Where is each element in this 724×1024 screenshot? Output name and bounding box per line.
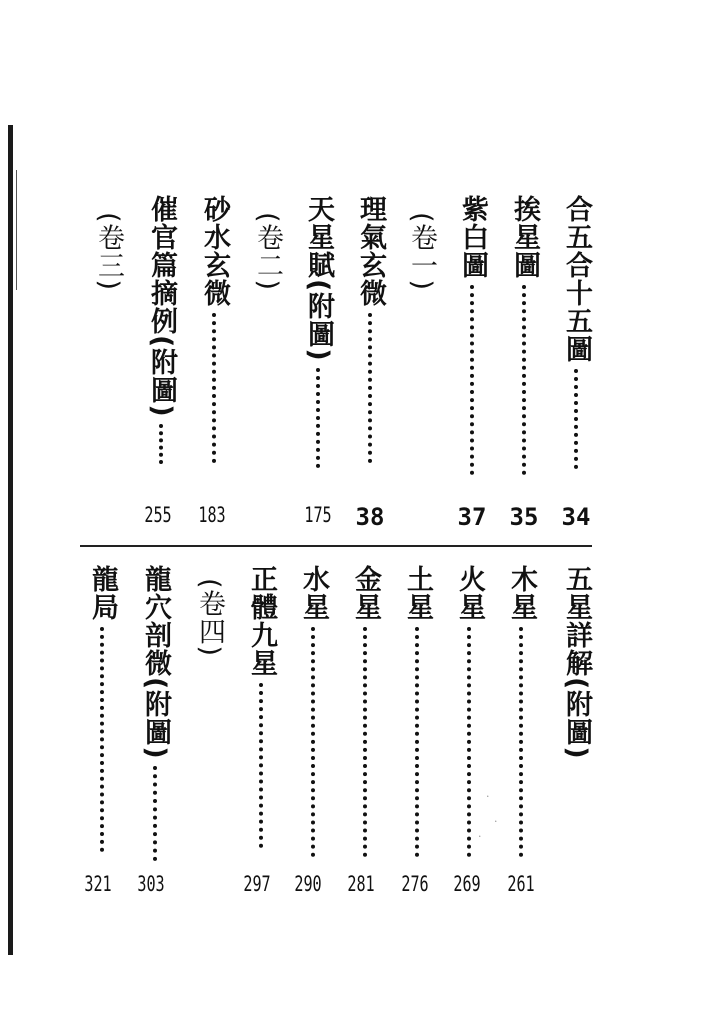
toc-entry-title: 五星詳解(附圖) — [561, 565, 592, 760]
toc-entry — [354, 195, 386, 463]
dot-leader — [519, 627, 523, 857]
toc-entry-title: 挨星圖 — [509, 195, 540, 279]
toc-entry — [302, 195, 334, 468]
spine-shadow — [16, 170, 17, 290]
page-number: 290 — [294, 872, 322, 896]
dot-leader — [259, 683, 263, 848]
volume-heading — [92, 212, 124, 291]
toc-entry-title: 正體九星 — [246, 565, 277, 677]
toc-entry — [560, 565, 592, 760]
toc-entry — [86, 565, 118, 852]
dot-leader — [368, 313, 372, 463]
dot-leader — [316, 368, 320, 468]
toc-entry-title: 天星賦(附圖) — [303, 195, 334, 362]
toc-entry-title: 木星 — [506, 565, 537, 621]
page-number: 35 — [509, 503, 539, 531]
page-number: 255 — [144, 503, 172, 527]
page-number: 37 — [457, 503, 487, 531]
dot-leader — [212, 313, 216, 463]
page-number: 261 — [507, 872, 535, 896]
dot-leader — [311, 627, 315, 857]
toc-entry — [145, 195, 177, 464]
toc-entry — [139, 565, 171, 861]
toc-entry-title: 合五合十五圖 — [561, 195, 592, 363]
volume-label: (卷二) — [252, 212, 283, 292]
toc-entry-title: 金星 — [350, 565, 381, 621]
page-number: 34 — [561, 503, 591, 531]
dot-leader — [363, 627, 367, 857]
dot-leader — [522, 285, 526, 475]
page-number: 183 — [198, 503, 226, 527]
toc-entry — [245, 565, 277, 848]
toc-entry — [349, 565, 381, 857]
toc-entry — [453, 565, 485, 857]
scan-speck: · — [478, 830, 482, 843]
dot-leader — [415, 627, 419, 857]
toc-entry — [560, 195, 592, 469]
page-number: 269 — [453, 872, 481, 896]
scan-speck: · — [486, 790, 490, 803]
dot-leader — [467, 627, 471, 857]
toc-entry-title: 催官篇摘例(附圖) — [146, 195, 177, 418]
volume-heading — [193, 578, 225, 657]
volume-label: (卷三) — [93, 212, 124, 292]
toc-entry — [508, 195, 540, 475]
volume-heading — [251, 212, 283, 291]
toc-entry-title: 水星 — [298, 565, 329, 621]
toc-entry-title: 龍穴剖微(附圖) — [140, 565, 171, 760]
dot-leader — [159, 424, 163, 464]
dot-leader — [574, 369, 578, 469]
toc-entry-title: 土星 — [402, 565, 433, 621]
dot-leader — [153, 766, 157, 861]
toc-entry-title: 砂水玄微 — [199, 195, 230, 307]
toc-entry — [401, 565, 433, 857]
volume-label: (卷四) — [194, 578, 225, 658]
scan-speck: · — [494, 815, 498, 828]
page-number: 321 — [84, 872, 112, 896]
page-number: 175 — [304, 503, 332, 527]
toc-entry-title: 火星 — [454, 565, 485, 621]
toc-entry — [198, 195, 230, 463]
page-number: 38 — [355, 503, 385, 531]
toc-entry — [505, 565, 537, 857]
page-number: 276 — [401, 872, 429, 896]
toc-entry — [456, 195, 488, 475]
volume-label: (卷一) — [406, 212, 437, 292]
dot-leader — [470, 285, 474, 475]
dot-leader — [100, 627, 104, 852]
toc-entry-title: 龍局 — [87, 565, 118, 621]
page-number: 281 — [347, 872, 375, 896]
toc-entry — [297, 565, 329, 857]
section-divider — [80, 545, 592, 547]
book-spine-edge — [8, 125, 13, 955]
page-number: 297 — [243, 872, 271, 896]
toc-entry-title: 理氣玄微 — [355, 195, 386, 307]
page-number: 303 — [137, 872, 165, 896]
volume-heading — [405, 212, 437, 291]
toc-entry-title: 紫白圖 — [457, 195, 488, 279]
